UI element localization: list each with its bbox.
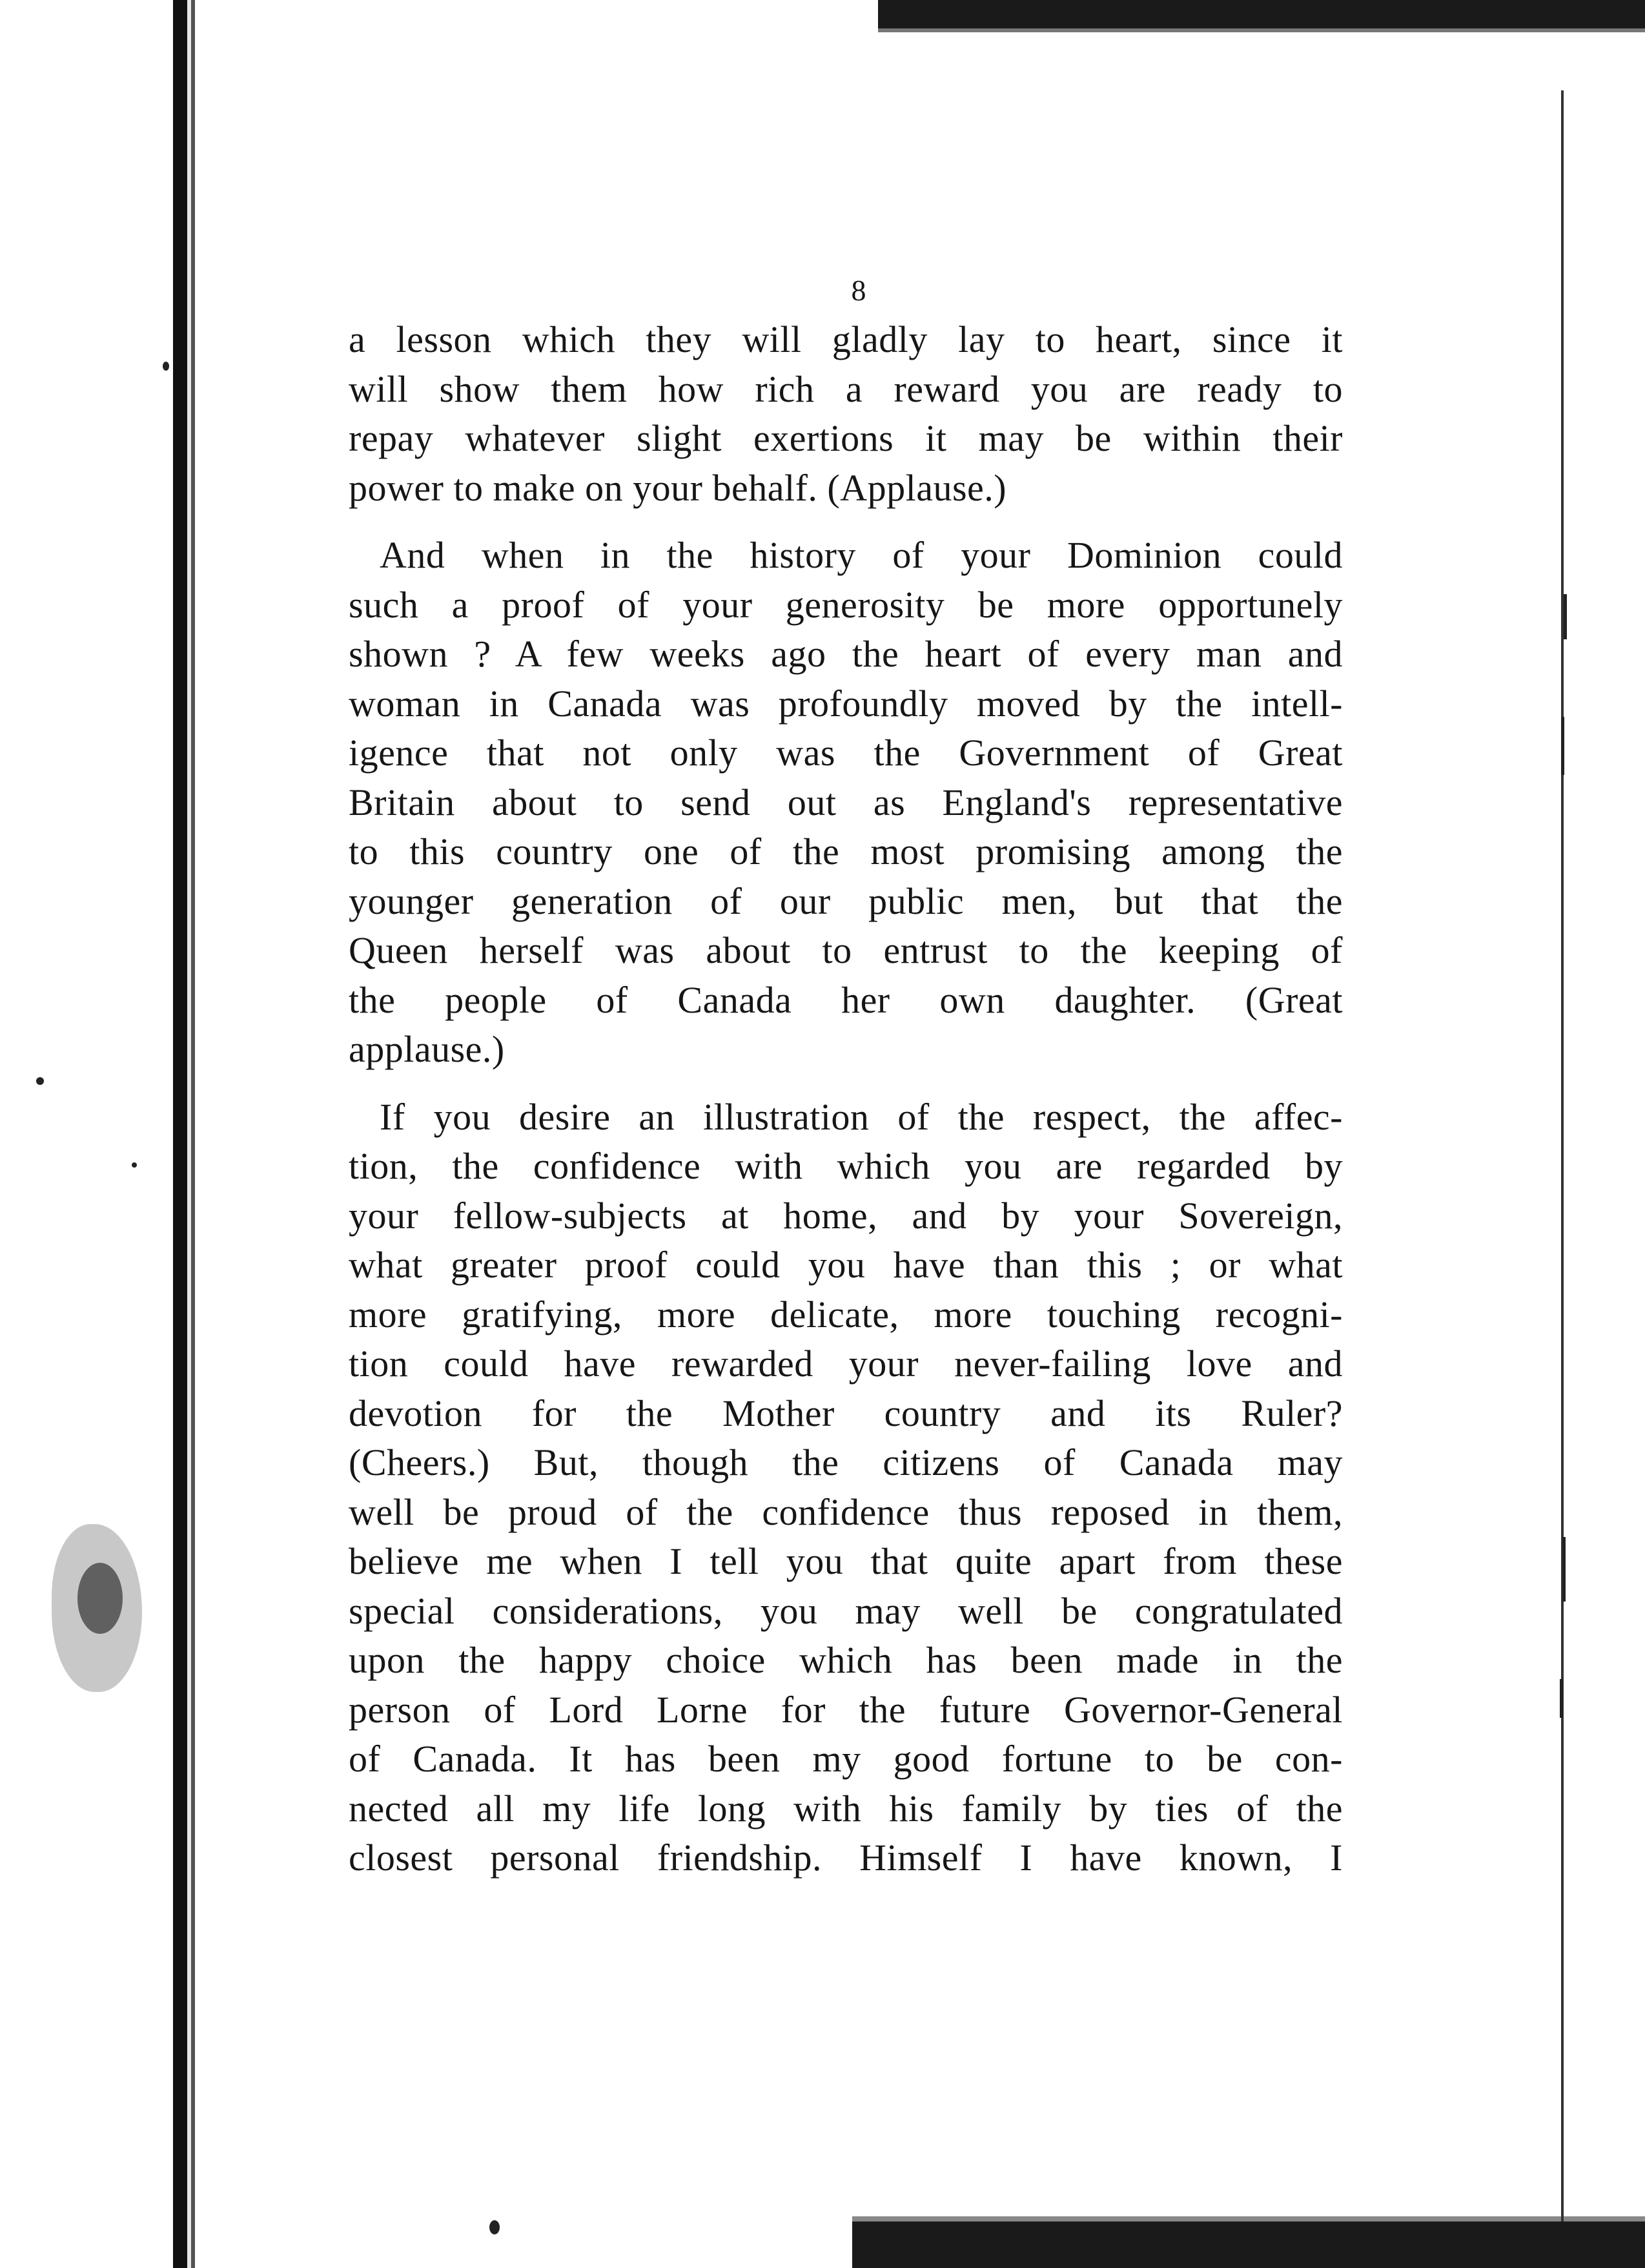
text-line: shown ? A few weeks ago the heart of every man and — [349, 633, 1343, 675]
text-line: devotion for the Mother country and its Ruler? — [349, 1392, 1343, 1434]
text-line: what greater proof could you have than this ; or what — [349, 1244, 1343, 1286]
text-line: younger generation of our public men, but that the — [349, 880, 1343, 922]
text-line: If you desire an illustration of the respect, the affec- — [380, 1095, 1343, 1138]
text-line: power to make on your behalf. (Applause.) — [349, 466, 1007, 509]
text-line: of Canada. It has been my good fortune to be con- — [349, 1738, 1343, 1780]
stitch-mark — [1562, 1537, 1566, 1602]
text-line: special considerations, you may well be congratulated — [349, 1589, 1343, 1632]
page-number: 8 — [851, 274, 866, 307]
text-line: to this country one of the most promising among the — [349, 830, 1343, 872]
bottom-scan-border — [852, 2222, 1645, 2268]
ink-speck — [132, 1162, 137, 1168]
ink-speck — [36, 1077, 44, 1085]
top-scan-border-edge — [878, 28, 1645, 32]
right-page-edge — [1561, 90, 1564, 2222]
paragraph-3 — [349, 1093, 1343, 1883]
text-line: Britain about to send out as England's representative — [349, 781, 1343, 823]
binding-inner-line — [191, 0, 195, 2268]
text-line: (Cheers.) But, though the citizens of Canada may — [349, 1441, 1343, 1483]
stitch-mark — [1560, 1679, 1563, 1718]
text-line: tion, the confidence with which you are regarded by — [349, 1145, 1343, 1187]
text-line: nected all my life long with his family by ties of the — [349, 1787, 1343, 1830]
text-line: will show them how rich a reward you are ready to — [349, 367, 1343, 410]
text-line: believe me when I tell you that quite apart from these — [349, 1540, 1343, 1582]
text-line: a lesson which they will gladly lay to heart, since it — [349, 318, 1343, 360]
text-line: woman in Canada was profoundly moved by the intell- — [349, 682, 1343, 725]
text-line: well be proud of the confidence thus reposed in them, — [349, 1490, 1343, 1533]
text-line: such a proof of your generosity be more opportunely — [349, 583, 1343, 626]
stitch-mark — [1564, 594, 1567, 639]
bottom-scan-border-edge — [852, 2216, 1645, 2222]
text-line: the people of Canada her own daughter. (Great — [349, 978, 1343, 1021]
text-line: your fellow-subjects at home, and by your Sovereign, — [349, 1194, 1343, 1237]
binding-edge — [173, 0, 187, 2268]
paper-stain-core — [77, 1563, 123, 1634]
text-line: person of Lord Lorne for the future Governor-General — [349, 1688, 1343, 1731]
top-scan-border — [878, 0, 1645, 28]
text-line: tion could have rewarded your never-failing love and — [349, 1343, 1343, 1385]
paragraph-2 — [349, 531, 1343, 1075]
text-line: repay whatever slight exertions it may be within their — [349, 417, 1343, 459]
text-line: applause.) — [349, 1028, 505, 1070]
text-line: more gratifying, more delicate, more touching recogni- — [349, 1293, 1343, 1335]
ink-speck — [163, 362, 169, 371]
text-line: closest personal friendship. Himself I have known, I — [349, 1837, 1343, 1879]
stitch-mark — [1561, 717, 1564, 775]
page-text-block — [349, 271, 1343, 1901]
paragraph-1 — [349, 315, 1343, 513]
text-line: upon the happy choice which has been made in the — [349, 1639, 1343, 1681]
text-line: igence that not only was the Government of Great — [349, 732, 1343, 774]
ink-speck — [489, 2220, 500, 2234]
text-line: And when in the history of your Dominion could — [380, 534, 1343, 576]
text-line: Queen herself was about to entrust to the keeping of — [349, 929, 1343, 971]
